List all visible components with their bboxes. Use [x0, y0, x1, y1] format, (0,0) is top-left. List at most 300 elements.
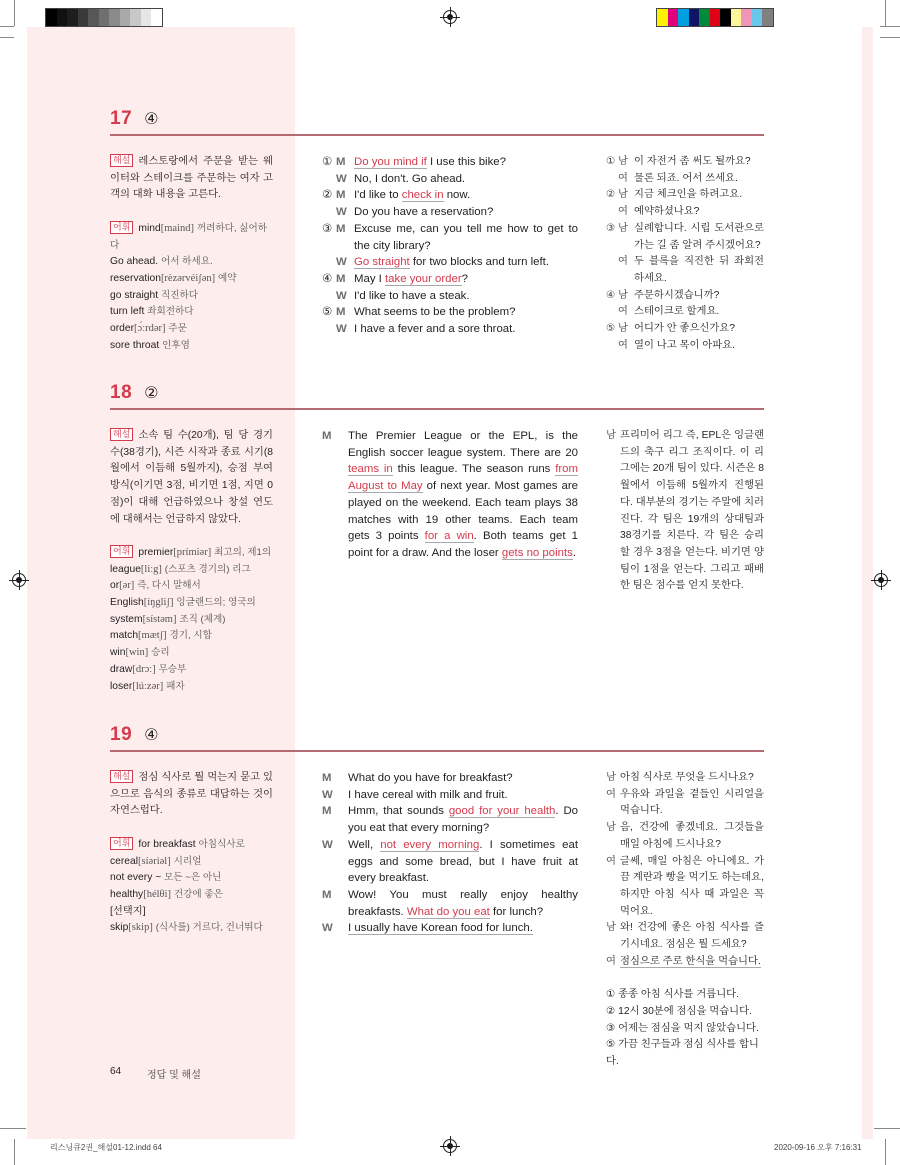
vocab-meaning: 경기, 시합: [169, 630, 212, 642]
script-fragment: Wow! You must really enjoy healthy breakfasts.: [348, 888, 578, 918]
script-fragment: I'd like to have a steak.: [354, 289, 470, 302]
translation-text: 두 블록을 직진한 뒤 좌회전 하세요.: [634, 256, 764, 284]
vocab-item: [110, 321, 273, 338]
blank-answer: for a win: [424, 530, 474, 543]
question-18: [110, 382, 764, 692]
explanation-column: [110, 770, 273, 937]
script-line: [322, 288, 578, 305]
script-line: [322, 321, 578, 338]
vocab-meaning: 즉, 다시 말해서: [137, 580, 201, 592]
choice-number: [322, 204, 336, 221]
speaker-label: W: [322, 922, 333, 935]
choice-number: [322, 254, 336, 271]
color-swatch: [109, 9, 120, 26]
speaker-label: M: [336, 222, 346, 235]
color-swatch: [46, 9, 57, 26]
vocab-word: healthy: [110, 888, 144, 900]
vocab-word: loser: [110, 680, 133, 692]
script-fragment: What seems to be the problem?: [354, 306, 516, 319]
vocab-word: Go ahead.: [110, 256, 159, 268]
color-swatch: [720, 9, 731, 26]
script-line: [322, 304, 578, 321]
vocab-tag: 어휘: [110, 221, 133, 234]
choice-number: [606, 171, 618, 188]
vocab-item: [110, 562, 273, 579]
script-fragment: Do you have a reservation?: [354, 206, 494, 219]
translation-text: 주문하시겠습니까?: [634, 289, 720, 301]
vocab-item: [110, 628, 273, 645]
translation-text: [620, 820, 764, 853]
crop-mark: [14, 1139, 15, 1165]
translation-fragment: 점심으로 주로 한식을 먹습니다.: [620, 955, 761, 967]
crop-mark: [0, 1128, 26, 1129]
script-text: [354, 187, 578, 204]
explanation-text: 점심 식사로 뭘 먹는지 묻고 있으므로 음식의 종류로 대답하는 것이 자연스럽다.: [110, 772, 273, 817]
vocab-word: cereal: [110, 855, 139, 867]
script-fragment: The Premier League or the EPL, is the English soccer league system. There are 20: [348, 430, 578, 459]
vocab-word: win: [110, 647, 126, 659]
speaker-label: 여: [606, 788, 616, 800]
vocab-meaning: 무승부: [158, 663, 187, 675]
vocab-word: skip: [110, 922, 129, 934]
translation-line: [606, 171, 764, 188]
vocab-pronunciation: [ər]: [119, 580, 135, 592]
crop-mark: [880, 26, 900, 27]
color-swatch: [120, 9, 131, 26]
script-fragment: now.: [443, 189, 471, 202]
speaker-label: W: [322, 838, 333, 851]
explanation-tag: 해설: [110, 154, 133, 167]
vocab-word: league: [110, 563, 141, 575]
speaker-label: W: [336, 172, 347, 185]
translation-text: 스테이크로 할게요.: [634, 306, 720, 318]
vocab-meaning: 잉글랜드의; 영국의: [176, 597, 256, 609]
translation-lines: [606, 770, 764, 970]
translation-text: 프리미어 리그 즉, EPL은 잉글랜드의 축구 리그 조직이다. 이 리그에는 20개 팀이 있다. 시즌은 8월에서 이듬해 5월까지 진행된다. 대부분의 경기는 주말에 치러진다. 각 팀은 19개의 상대팀과 38경기를 치른다. 각 팀은 승리할 경우 3점을 얻는다. 비기면 양 팀이 1점을 얻는다. 그리고 패배한 팀은 점수를 얻지 못한다.: [620, 430, 764, 592]
script-text: [354, 254, 578, 271]
crop-mark: [874, 1128, 900, 1129]
script-line: [322, 154, 578, 171]
question-number: 19: [110, 724, 133, 745]
script-line: [322, 221, 578, 254]
blank-answer: gets no points: [501, 546, 573, 559]
script-column: [322, 428, 578, 562]
script-text: [348, 770, 578, 787]
script-line: [322, 254, 578, 271]
explanation-text: 소속 팀 수(20개), 팀 당 경기 수(38경기), 시즌 시작과 종료 시기(8월에서 이듬해 5월까지), 승점 부여 방식(이기면 3점, 비기면 1점, 지면 0점)이 대해 언급하였으나 창설 연도에 대해서는 언급하지 않았다.: [110, 430, 273, 525]
vocab-pronunciation: [maind]: [160, 222, 194, 234]
choice-number: ①: [606, 156, 616, 167]
script-fragment: Hmm, that sounds: [348, 805, 449, 818]
vocab-word: [선택지]: [110, 905, 146, 917]
vocab-meaning: 건강에 좋은: [173, 888, 223, 900]
vocab-item: [110, 545, 273, 562]
script-fragment: for lunch?: [489, 905, 544, 918]
choice-translation: ③ 어제는 점심을 먹지 않았습니다.: [606, 1022, 759, 1034]
script-fragment: .: [572, 546, 576, 559]
translation-text: [620, 854, 764, 921]
question-header: [110, 724, 764, 748]
vocab-pronunciation: [rèzərvéiʃən]: [160, 272, 216, 284]
speaker-label: 남: [618, 289, 628, 301]
choice-number: [606, 338, 618, 355]
speaker-label: W: [336, 323, 347, 336]
vocab-item: [110, 887, 273, 904]
translation-text: [620, 787, 764, 820]
script-fragment: this league. The season runs: [392, 463, 556, 476]
blank-answer: not every morning: [380, 838, 480, 851]
translation-fragment: 아침 식사로 무엇을 드시나요?: [620, 772, 754, 783]
vocab-item: [110, 870, 273, 887]
vocab-item: [110, 662, 273, 679]
speaker-label: 남: [618, 189, 628, 201]
cmyk-color-bar: [656, 8, 774, 27]
choice-number: [322, 321, 336, 338]
color-swatch: [67, 9, 78, 26]
speaker-label: M: [336, 306, 346, 319]
registration-mark-top: [443, 10, 457, 24]
vocab-meaning: (스포츠 경기의) 리그: [164, 563, 251, 575]
script-line: [322, 770, 578, 787]
script-text: [354, 304, 578, 321]
translation-line: [606, 254, 764, 287]
script-fragment: No, I don't. Go ahead.: [354, 172, 466, 185]
vocab-item: [110, 837, 273, 854]
question-number: 17: [110, 108, 133, 129]
vocab-item: [110, 679, 273, 696]
translation-line: [606, 770, 764, 787]
vocab-meaning: 모든 ~은 아닌: [164, 872, 222, 884]
script-fragment: of next year. Most games are played on the weekend. Each team plays 38 matches with 19 other teams. Each team gets 3 points: [348, 480, 579, 543]
speaker-label: 남: [618, 323, 628, 335]
blank-answer: What do you eat: [406, 905, 490, 918]
color-swatch: [699, 9, 710, 26]
choice-number: ②: [606, 189, 616, 201]
choice-number: [606, 254, 618, 287]
vocab-meaning: 직진하다: [160, 289, 199, 301]
translation-line: [606, 920, 764, 953]
speaker-label: M: [322, 888, 332, 901]
speaker-label: W: [322, 788, 333, 801]
question-17: [110, 108, 764, 351]
vocab-item: [110, 595, 273, 612]
translation-line: [606, 820, 764, 853]
vocab-item: [110, 304, 273, 321]
script-fragment: What do you have for breakfast?: [348, 772, 513, 784]
crop-mark: [0, 37, 14, 38]
translation-text: 열이 나고 목이 아파요.: [634, 339, 735, 351]
script-line: [322, 803, 578, 836]
choice-number: ④: [322, 272, 333, 285]
translation-text: 실례합니다. 시립 도서관으로 가는 길 좀 알려 주시겠어요?: [634, 222, 764, 251]
explanation-column: [110, 154, 273, 354]
choice-number: ④: [606, 289, 616, 301]
translation-column: [606, 428, 764, 595]
question-number: 18: [110, 382, 133, 403]
vocab-item: [110, 578, 273, 595]
vocab-pronunciation: [drɔː]: [132, 663, 156, 675]
translation-fragment: 음, 건강에 좋겠네요. 그것들을 매일 아침에 드시나요?: [620, 822, 764, 850]
speaker-label: 남: [618, 156, 628, 167]
speaker-label: W: [336, 289, 347, 302]
translation-line: [606, 221, 764, 254]
color-swatch: [678, 9, 689, 26]
vocab-pronunciation: [sístəm]: [142, 613, 177, 625]
crop-mark: [885, 0, 886, 26]
speaker-label: M: [322, 772, 332, 784]
vocab-tag: 어휘: [110, 545, 133, 558]
vocab-item: [110, 338, 273, 355]
translation-text: 이 자전거 좀 써도 될까요?: [634, 156, 751, 167]
vocab-meaning: 인후염: [162, 339, 190, 351]
explanation-text: 레스토랑에서 주문을 받는 웨이터와 스테이크를 주문하는 여자 고객의 대화 내용을 고른다.: [110, 156, 273, 201]
color-swatch: [689, 9, 700, 26]
script-fragment: ?: [461, 272, 468, 285]
question-answer: ②: [144, 385, 159, 402]
speaker-label: M: [336, 272, 346, 285]
speaker-label: 남: [606, 430, 616, 441]
script-line: [322, 271, 578, 288]
script-line: [322, 171, 578, 188]
speaker-label: M: [336, 189, 346, 202]
vocab-word: turn left: [110, 306, 145, 318]
translation-text: 어디가 안 좋으신가요?: [634, 323, 735, 335]
color-swatch: [668, 9, 679, 26]
color-swatch: [762, 9, 773, 26]
vocab-pronunciation: [ɔ́ːrdər]: [134, 323, 166, 335]
vocab-item: [110, 254, 273, 271]
blank-answer: teams in: [348, 463, 393, 476]
vocab-meaning: 어서 하세요.: [160, 256, 213, 268]
registration-mark-bottom: [443, 1139, 457, 1153]
choice-translation: ② 12시 30분에 점심을 먹습니다.: [606, 1005, 752, 1017]
vocab-meaning: 예약: [218, 272, 237, 284]
question-answer: ④: [144, 727, 159, 744]
blank-answer: Go straight: [354, 256, 410, 269]
vocab-word: premier: [138, 546, 174, 558]
speaker-label: 여: [606, 955, 616, 967]
script-fragment: I usually have Korean food for lunch.: [348, 922, 533, 935]
vocab-word: reservation: [110, 272, 161, 284]
script-text: [348, 837, 578, 887]
vocab-meaning: 아침식사로: [198, 838, 245, 850]
vocab-list: [110, 837, 273, 937]
color-swatch: [752, 9, 763, 26]
translation-fragment: 우유와 과일을 곁들인 시리얼을 먹습니다.: [620, 788, 764, 817]
translation-line: [606, 338, 764, 355]
script-line: [322, 920, 578, 937]
translation-fragment: 글쎄, 매일 아침은 아니에요. 가끔 계란과 빵을 먹기도 하는데요, 하지만 아침 식사 때 과일은 꼭 먹어요.: [620, 855, 764, 917]
script-text: [354, 288, 578, 305]
color-swatch: [57, 9, 68, 26]
script-fragment: Excuse me, can you tell me how to get to the city library?: [354, 222, 578, 252]
vocab-word: or: [110, 580, 120, 592]
script-text: [348, 803, 578, 836]
vocab-item: [110, 854, 273, 871]
blank-answer: Do you mind if: [354, 156, 427, 168]
choice-translations: [606, 987, 764, 1071]
question-header: [110, 382, 764, 406]
color-swatch: [657, 9, 668, 26]
script-fragment: Well,: [348, 838, 381, 851]
blank-answer: check in: [401, 189, 444, 202]
vocab-word: system: [110, 613, 143, 625]
script-line: [322, 787, 578, 804]
script-line: [322, 428, 578, 562]
speaker-label: M: [322, 805, 332, 818]
vocab-pronunciation: [liːg]: [140, 563, 162, 575]
speaker-label: 여: [618, 339, 628, 351]
vocab-item: [110, 271, 273, 288]
blank-answer: from August to May: [348, 463, 578, 493]
translation-text: 지금 체크인을 하려고요.: [634, 189, 743, 201]
question-answer: ④: [144, 111, 159, 128]
blank-answer: take your order: [385, 272, 462, 285]
vocab-item: [110, 221, 273, 254]
vocab-pronunciation: [skip]: [128, 922, 153, 934]
choice-translation: ① 종종 아침 식사를 거릅니다.: [606, 989, 739, 1001]
vocab-list: [110, 221, 273, 355]
slug-timestamp: 2020-09-16 오후 7:16:31: [774, 1143, 862, 1152]
crop-mark: [885, 1139, 886, 1165]
question-header: [110, 108, 764, 132]
script-fragment: I have cereal with milk and fruit.: [348, 788, 508, 801]
vocab-meaning: 주문: [168, 323, 187, 335]
script-text: [354, 154, 578, 171]
choice-number: ③: [606, 222, 616, 234]
script-text: [348, 428, 578, 562]
script-line: [322, 887, 578, 920]
script-line: [322, 187, 578, 204]
question-19: [110, 724, 764, 1067]
vocab-word: mind: [138, 222, 161, 234]
vocab-item: [110, 904, 273, 921]
script-line: [322, 204, 578, 221]
explanation-column: [110, 428, 273, 695]
color-swatch: [731, 9, 742, 26]
speaker-label: M: [322, 430, 332, 442]
script-fragment: . I sometimes eat eggs and some bread, but I have fruit at every breakfast.: [348, 838, 578, 885]
translation-line: [606, 154, 764, 171]
script-text: [354, 204, 578, 221]
header-rule: [110, 750, 764, 752]
vocab-pronunciation: [íŋgliʃ]: [143, 597, 174, 609]
script-text: [348, 920, 578, 937]
script-fragment: . Both teams get 1 point for a draw. And the loser: [348, 530, 578, 559]
script-fragment: . Do you eat that every morning?: [348, 805, 579, 835]
vocab-word: for breakfast: [138, 838, 196, 850]
vocab-word: draw: [110, 663, 133, 675]
speaker-label: 여: [618, 306, 628, 318]
translation-text: 예약하셨나요?: [634, 206, 700, 218]
vocab-list: [110, 545, 273, 695]
translation-text: [620, 920, 764, 953]
color-swatch: [99, 9, 110, 26]
color-swatch: [151, 9, 162, 26]
choice-number: ③: [322, 222, 333, 235]
choice-number: [606, 304, 618, 321]
vocab-meaning: 승리: [151, 647, 170, 659]
script-column: [322, 770, 578, 937]
choice-number: [322, 288, 336, 305]
choice-number: ①: [322, 156, 333, 168]
explanation: [110, 770, 273, 820]
color-swatch: [141, 9, 152, 26]
translation-text: [620, 770, 764, 787]
vocab-item: [110, 612, 273, 629]
header-rule: [110, 134, 764, 136]
translation-text: 물론 되죠. 어서 쓰세요.: [634, 172, 738, 184]
slug-filename: 리스닝큐2권_해설01-12.indd 64: [50, 1143, 162, 1152]
script-column: [322, 154, 578, 338]
script-fragment: May I: [354, 272, 386, 285]
script-fragment: I'd like to: [354, 189, 402, 202]
blank-answer: good for your health: [448, 805, 556, 818]
vocab-meaning: 패자: [166, 680, 185, 692]
translation-line: [606, 204, 764, 221]
translation-line: [606, 321, 764, 338]
vocab-word: English: [110, 597, 144, 609]
speaker-label: 남: [618, 222, 628, 234]
color-swatch: [78, 9, 89, 26]
grayscale-color-bar: [45, 8, 163, 27]
explanation-tag: 해설: [110, 428, 133, 441]
speaker-label: W: [336, 206, 347, 219]
speaker-label: 여: [606, 855, 616, 867]
section-title: 정답 및 해설: [147, 1070, 201, 1081]
translation-line: [606, 854, 764, 921]
translation-line: [606, 304, 764, 321]
speaker-label: 남: [606, 922, 616, 934]
header-rule: [110, 408, 764, 410]
translation-line: [606, 787, 764, 820]
vocab-tag: 어휘: [110, 837, 133, 850]
vocab-meaning: 좌회전하다: [147, 306, 194, 318]
script-fragment: I use this bike?: [426, 156, 506, 168]
speaker-label: W: [336, 256, 347, 269]
vocab-pronunciation: [win]: [125, 647, 149, 659]
vocab-meaning: 조직 (체계): [179, 613, 226, 625]
choice-number: ⑤: [606, 323, 616, 335]
script-text: [348, 787, 578, 804]
speaker-label: 여: [618, 256, 628, 268]
vocab-item: [110, 288, 273, 305]
choice-number: ②: [322, 189, 333, 202]
vocab-word: not every ~: [110, 872, 162, 884]
color-swatch: [741, 9, 752, 26]
script-text: [354, 271, 578, 288]
speaker-label: 여: [618, 172, 628, 184]
registration-mark-right: [874, 573, 888, 587]
translation-column: [606, 154, 764, 354]
color-swatch: [710, 9, 721, 26]
page-bleed-band: [862, 27, 873, 1139]
speaker-label: 남: [606, 772, 616, 783]
registration-mark-left: [12, 573, 26, 587]
vocab-word: sore throat: [110, 339, 160, 351]
translation-line: [606, 187, 764, 204]
vocab-item: [110, 645, 273, 662]
choice-number: [322, 171, 336, 188]
script-line: [322, 837, 578, 887]
vocab-meaning: 최고의, 제1의: [214, 546, 272, 558]
translation-line: [606, 428, 764, 595]
vocab-pronunciation: [hélθi]: [143, 888, 171, 900]
vocab-pronunciation: [prímiər]: [173, 546, 212, 558]
explanation: [110, 428, 273, 528]
script-fragment: I have a fever and a sore throat.: [354, 323, 516, 336]
script-text: [354, 321, 578, 338]
